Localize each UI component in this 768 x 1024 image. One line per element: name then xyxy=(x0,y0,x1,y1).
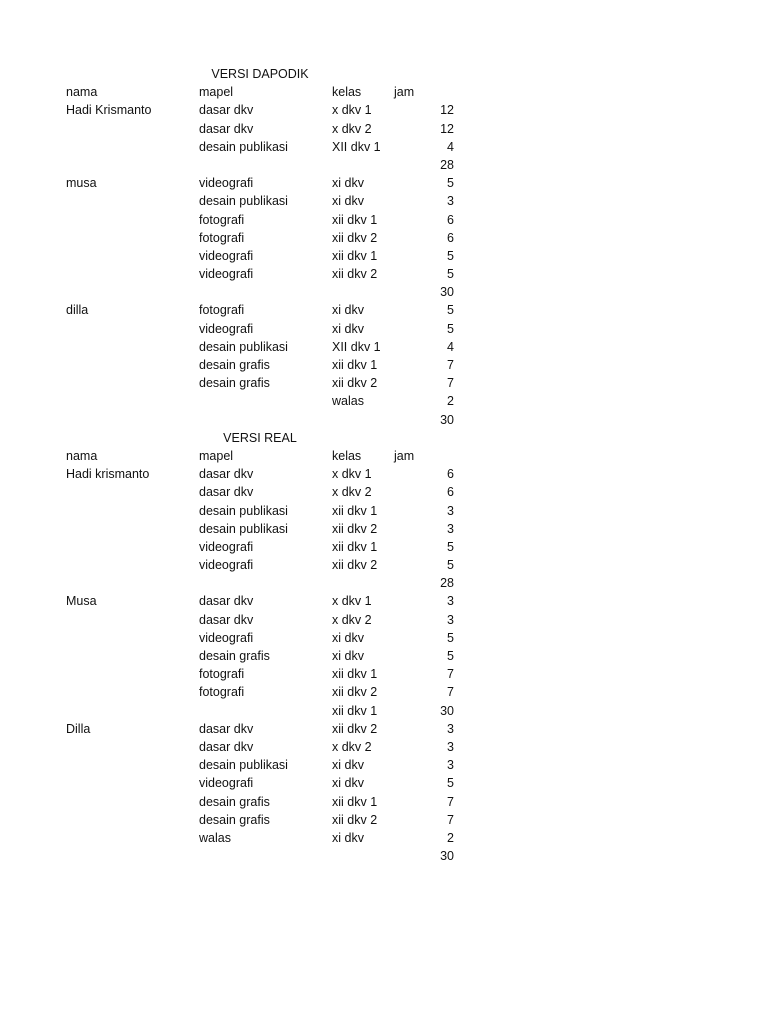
header-nama: nama xyxy=(66,448,98,463)
cell-jam: 5 xyxy=(447,248,454,263)
cell-mapel: fotografi xyxy=(199,667,245,682)
table-row xyxy=(0,283,768,301)
cell-jam: 5 xyxy=(447,321,454,336)
table-row xyxy=(0,665,768,683)
table-row xyxy=(0,229,768,247)
cell-jam: 5 xyxy=(447,649,454,663)
table-row xyxy=(0,247,768,265)
cell-jam: 6 xyxy=(447,230,454,245)
cell-jam: 6 xyxy=(447,467,454,482)
table-row xyxy=(0,156,768,174)
header-kelas: kelas xyxy=(332,85,362,100)
cell-jam: 5 xyxy=(447,630,454,645)
cell-mapel: dasar dkv xyxy=(199,485,254,500)
cell-mapel: videografi xyxy=(199,267,254,282)
header-jam: jam xyxy=(394,85,415,100)
table-row xyxy=(0,829,768,847)
cell-jam: 12 xyxy=(440,121,454,136)
cell-kelas: xii dkv 1 xyxy=(332,794,378,809)
cell-kelas: xii dkv 1 xyxy=(332,703,378,718)
table-row xyxy=(0,502,768,520)
table-row xyxy=(0,720,768,738)
cell-mapel: desain publikasi xyxy=(199,758,288,773)
cell-jam: 7 xyxy=(447,376,454,391)
cell-jam: 5 xyxy=(447,176,454,191)
cell-kelas: xii dkv 2 xyxy=(332,812,378,827)
table-row xyxy=(0,301,768,319)
header-row xyxy=(0,83,768,101)
table-row xyxy=(0,538,768,556)
cell-mapel: dasar dkv xyxy=(199,103,254,118)
cell-jam: 30 xyxy=(440,412,454,427)
cell-mapel: dasar dkv xyxy=(199,739,254,754)
table-row xyxy=(0,629,768,647)
table-row xyxy=(0,811,768,829)
table-row xyxy=(0,320,768,338)
cell-jam: 28 xyxy=(440,576,454,591)
cell-kelas: xi dkv xyxy=(332,758,364,773)
cell-kelas: x dkv 2 xyxy=(332,739,372,754)
cell-jam: 3 xyxy=(447,739,454,754)
cell-kelas: xii dkv 2 xyxy=(332,721,378,736)
cell-nama: Hadi Krismanto xyxy=(66,103,152,118)
table-row xyxy=(0,647,768,665)
table-row xyxy=(0,774,768,792)
cell-jam: 5 xyxy=(447,267,454,282)
header-mapel: mapel xyxy=(199,448,234,463)
table-row xyxy=(0,683,768,701)
table-row xyxy=(0,702,768,720)
section-title: VERSI DAPODIK xyxy=(211,67,309,81)
table-row xyxy=(0,192,768,210)
cell-jam: 3 xyxy=(447,721,454,736)
cell-jam: 3 xyxy=(447,194,454,209)
table-row xyxy=(0,211,768,229)
cell-kelas: xii dkv 2 xyxy=(332,376,378,391)
cell-mapel: dasar dkv xyxy=(199,721,254,736)
cell-jam: 28 xyxy=(440,157,454,172)
cell-kelas: walas xyxy=(332,394,364,409)
cell-jam: 12 xyxy=(440,103,454,118)
cell-mapel: desain publikasi xyxy=(199,139,288,154)
cell-mapel: dasar dkv xyxy=(199,467,254,482)
table-row xyxy=(0,738,768,756)
cell-kelas: xii dkv 2 xyxy=(332,685,378,700)
cell-kelas: x dkv 1 xyxy=(332,594,372,609)
cell-mapel: fotografi xyxy=(199,685,245,700)
cell-kelas: XII dkv 1 xyxy=(332,339,381,354)
cell-jam: 6 xyxy=(447,485,454,500)
cell-mapel: fotografi xyxy=(199,230,245,245)
cell-mapel: desain publikasi xyxy=(199,521,288,536)
section-title-row xyxy=(0,429,768,447)
cell-kelas: xii dkv 1 xyxy=(332,248,378,263)
cell-jam: 5 xyxy=(447,776,454,791)
cell-kelas: x dkv 2 xyxy=(332,121,372,136)
cell-jam: 4 xyxy=(447,339,454,354)
cell-jam: 30 xyxy=(440,703,454,718)
cell-jam: 3 xyxy=(447,594,454,609)
cell-mapel: dasar dkv xyxy=(199,612,254,627)
cell-jam: 5 xyxy=(447,539,454,554)
cell-jam: 30 xyxy=(440,849,454,864)
header-row xyxy=(0,447,768,465)
cell-mapel: videografi xyxy=(199,321,254,336)
cell-jam: 3 xyxy=(447,758,454,773)
cell-mapel: dasar dkv xyxy=(199,121,254,136)
cell-nama: Dilla xyxy=(66,721,91,736)
cell-kelas: xii dkv 1 xyxy=(332,667,378,682)
cell-kelas: xii dkv 2 xyxy=(332,230,378,245)
header-nama: nama xyxy=(66,85,98,100)
cell-kelas: xii dkv 2 xyxy=(332,267,378,282)
cell-nama: dilla xyxy=(66,303,89,318)
cell-jam: 3 xyxy=(447,612,454,627)
cell-mapel: desain publikasi xyxy=(199,339,288,354)
table-row xyxy=(0,483,768,501)
cell-mapel: videografi xyxy=(199,776,254,791)
table-row xyxy=(0,556,768,574)
cell-jam: 2 xyxy=(447,830,454,845)
cell-kelas: xii dkv 1 xyxy=(332,503,378,518)
cell-jam: 5 xyxy=(447,558,454,573)
cell-jam: 5 xyxy=(447,303,454,318)
table-row xyxy=(0,174,768,192)
cell-mapel: videografi xyxy=(199,630,254,645)
cell-jam: 2 xyxy=(447,394,454,409)
table-row xyxy=(0,465,768,483)
table-row xyxy=(0,138,768,156)
cell-kelas: xii dkv 1 xyxy=(332,212,378,227)
cell-kelas: xi dkv xyxy=(332,776,364,791)
table-row xyxy=(0,101,768,119)
cell-jam: 4 xyxy=(447,139,454,154)
cell-kelas: x dkv 1 xyxy=(332,103,372,118)
table-row xyxy=(0,411,768,429)
cell-jam: 3 xyxy=(447,521,454,536)
cell-jam: 7 xyxy=(447,794,454,809)
cell-jam: 6 xyxy=(447,212,454,227)
cell-mapel: dasar dkv xyxy=(199,594,254,609)
cell-mapel: desain publikasi xyxy=(199,194,288,209)
header-jam: jam xyxy=(394,448,415,463)
header-mapel: mapel xyxy=(199,85,234,100)
cell-mapel: desain publikasi xyxy=(199,503,288,518)
spreadsheet-sheet xyxy=(0,65,768,865)
section-title-row xyxy=(0,65,768,83)
cell-jam: 30 xyxy=(440,285,454,300)
cell-mapel: desain grafis xyxy=(199,794,270,809)
cell-kelas: xi dkv xyxy=(332,194,364,209)
table-row xyxy=(0,574,768,592)
cell-kelas: xi dkv xyxy=(332,630,364,645)
cell-nama: musa xyxy=(66,176,97,191)
cell-kelas: x dkv 2 xyxy=(332,485,372,500)
cell-mapel: desain grafis xyxy=(199,376,270,391)
cell-kelas: XII dkv 1 xyxy=(332,139,381,154)
cell-mapel: fotografi xyxy=(199,212,245,227)
cell-mapel: videografi xyxy=(199,248,254,263)
section-title: VERSI REAL xyxy=(223,430,297,445)
cell-mapel: desain grafis xyxy=(199,358,270,372)
table-row xyxy=(0,793,768,811)
cell-kelas: xi dkv xyxy=(332,649,364,663)
table-row xyxy=(0,592,768,610)
cell-mapel: videografi xyxy=(199,539,254,554)
cell-kelas: xi dkv xyxy=(332,321,364,336)
cell-mapel: videografi xyxy=(199,176,254,191)
table-row xyxy=(0,520,768,538)
cell-kelas: xii dkv 2 xyxy=(332,521,378,536)
cell-jam: 7 xyxy=(447,667,454,682)
cell-mapel: desain grafis xyxy=(199,812,270,827)
table-row xyxy=(0,374,768,392)
cell-kelas: x dkv 1 xyxy=(332,467,372,482)
cell-jam: 3 xyxy=(447,503,454,518)
cell-kelas: xi dkv xyxy=(332,303,364,318)
cell-mapel: walas xyxy=(199,830,231,845)
table-row xyxy=(0,265,768,283)
cell-mapel: desain grafis xyxy=(199,649,270,663)
header-kelas: kelas xyxy=(332,448,362,463)
table-row xyxy=(0,756,768,774)
cell-jam: 7 xyxy=(447,358,454,372)
table-row xyxy=(0,392,768,410)
cell-jam: 7 xyxy=(447,685,454,700)
cell-kelas: xi dkv xyxy=(332,830,364,845)
table-row xyxy=(0,847,768,865)
cell-jam: 7 xyxy=(447,812,454,827)
table-row xyxy=(0,611,768,629)
cell-nama: Hadi krismanto xyxy=(66,467,150,482)
cell-nama: Musa xyxy=(66,594,97,609)
table-row xyxy=(0,356,768,374)
table-row xyxy=(0,120,768,138)
cell-mapel: fotografi xyxy=(199,303,245,318)
cell-mapel: videografi xyxy=(199,558,254,573)
cell-kelas: xii dkv 2 xyxy=(332,558,378,573)
cell-kelas: x dkv 2 xyxy=(332,612,372,627)
cell-kelas: xi dkv xyxy=(332,176,364,191)
table-row xyxy=(0,338,768,356)
cell-kelas: xii dkv 1 xyxy=(332,358,378,372)
cell-kelas: xii dkv 1 xyxy=(332,539,378,554)
